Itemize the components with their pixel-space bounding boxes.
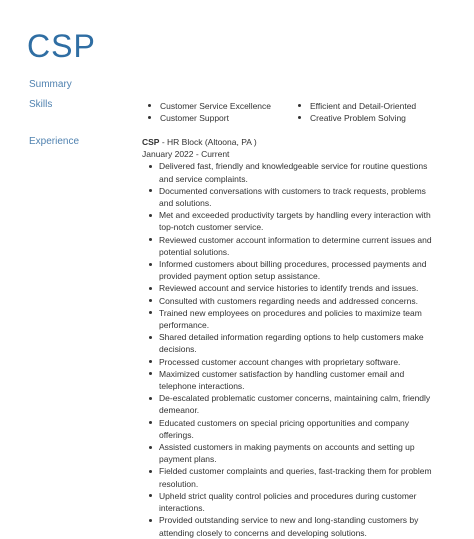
job-bullet: Reviewed account and service histories to identify trends and issues. (159, 282, 442, 294)
job-separator: - (159, 137, 168, 147)
job-bullet: Fielded customer complaints and queries, fast-tracking them for problem resolution. (159, 465, 442, 489)
job-bullet: Consulted with customers regarding needs and addressed concerns. (159, 295, 442, 307)
experience-heading: Experience (29, 136, 80, 147)
job-bullet: Processed customer account changes with proprietary software. (159, 356, 442, 368)
skills-heading: Skills (29, 99, 53, 110)
job-bullet: Reviewed customer account information to determine current issues and potential solutions. (159, 234, 442, 258)
job-header (142, 136, 442, 148)
job-company: HR Block (Altoona, PA ) (167, 137, 257, 147)
skill-item: Customer Support (147, 112, 271, 124)
job-bullet: Informed customers about billing procedures, processed payments and provided payment option setup assistance. (159, 258, 442, 282)
job-bullet: Provided outstanding service to new and long-standing customers by attending closely to concerns and developing solutions. (159, 514, 442, 538)
resume-name: CSP (27, 28, 96, 64)
job-bullet: Trained new employees on procedures and policies to maximize team performance. (159, 307, 442, 331)
job-bullet: Met and exceeded productivity targets by handling every interaction with top-notch customer service. (159, 209, 442, 233)
job-dates: January 2022 - Current (142, 149, 230, 160)
summary-heading: Summary (29, 79, 72, 90)
skills-column-1 (147, 100, 271, 124)
skill-item: Efficient and Detail-Oriented (297, 100, 416, 112)
job-bullets (142, 160, 442, 538)
job-bullet: Documented conversations with customers to track requests, problems and solutions. (159, 185, 442, 209)
job-bullet: Maximized customer satisfaction by handling customer email and telephone interactions. (159, 368, 442, 392)
skill-item: Creative Problem Solving (297, 112, 416, 124)
skills-column-2 (297, 100, 416, 124)
job-bullet: Shared detailed information regarding options to help customers make decisions. (159, 331, 442, 355)
job-bullet: Educated customers on special pricing opportunities and company offerings. (159, 417, 442, 441)
job-bullet: Assisted customers in making payments on accounts and setting up payment plans. (159, 441, 442, 465)
job-bullet: Upheld strict quality control policies and procedures during customer interactions. (159, 490, 442, 514)
job-title: CSP (142, 137, 160, 147)
job-bullet: Delivered fast, friendly and knowledgeable service for routine questions and service complaints. (159, 160, 442, 184)
skill-item: Customer Service Excellence (147, 100, 271, 112)
experience-entry (142, 136, 442, 539)
job-bullet: De-escalated problematic customer concerns, maintaining calm, friendly demeanor. (159, 392, 442, 416)
